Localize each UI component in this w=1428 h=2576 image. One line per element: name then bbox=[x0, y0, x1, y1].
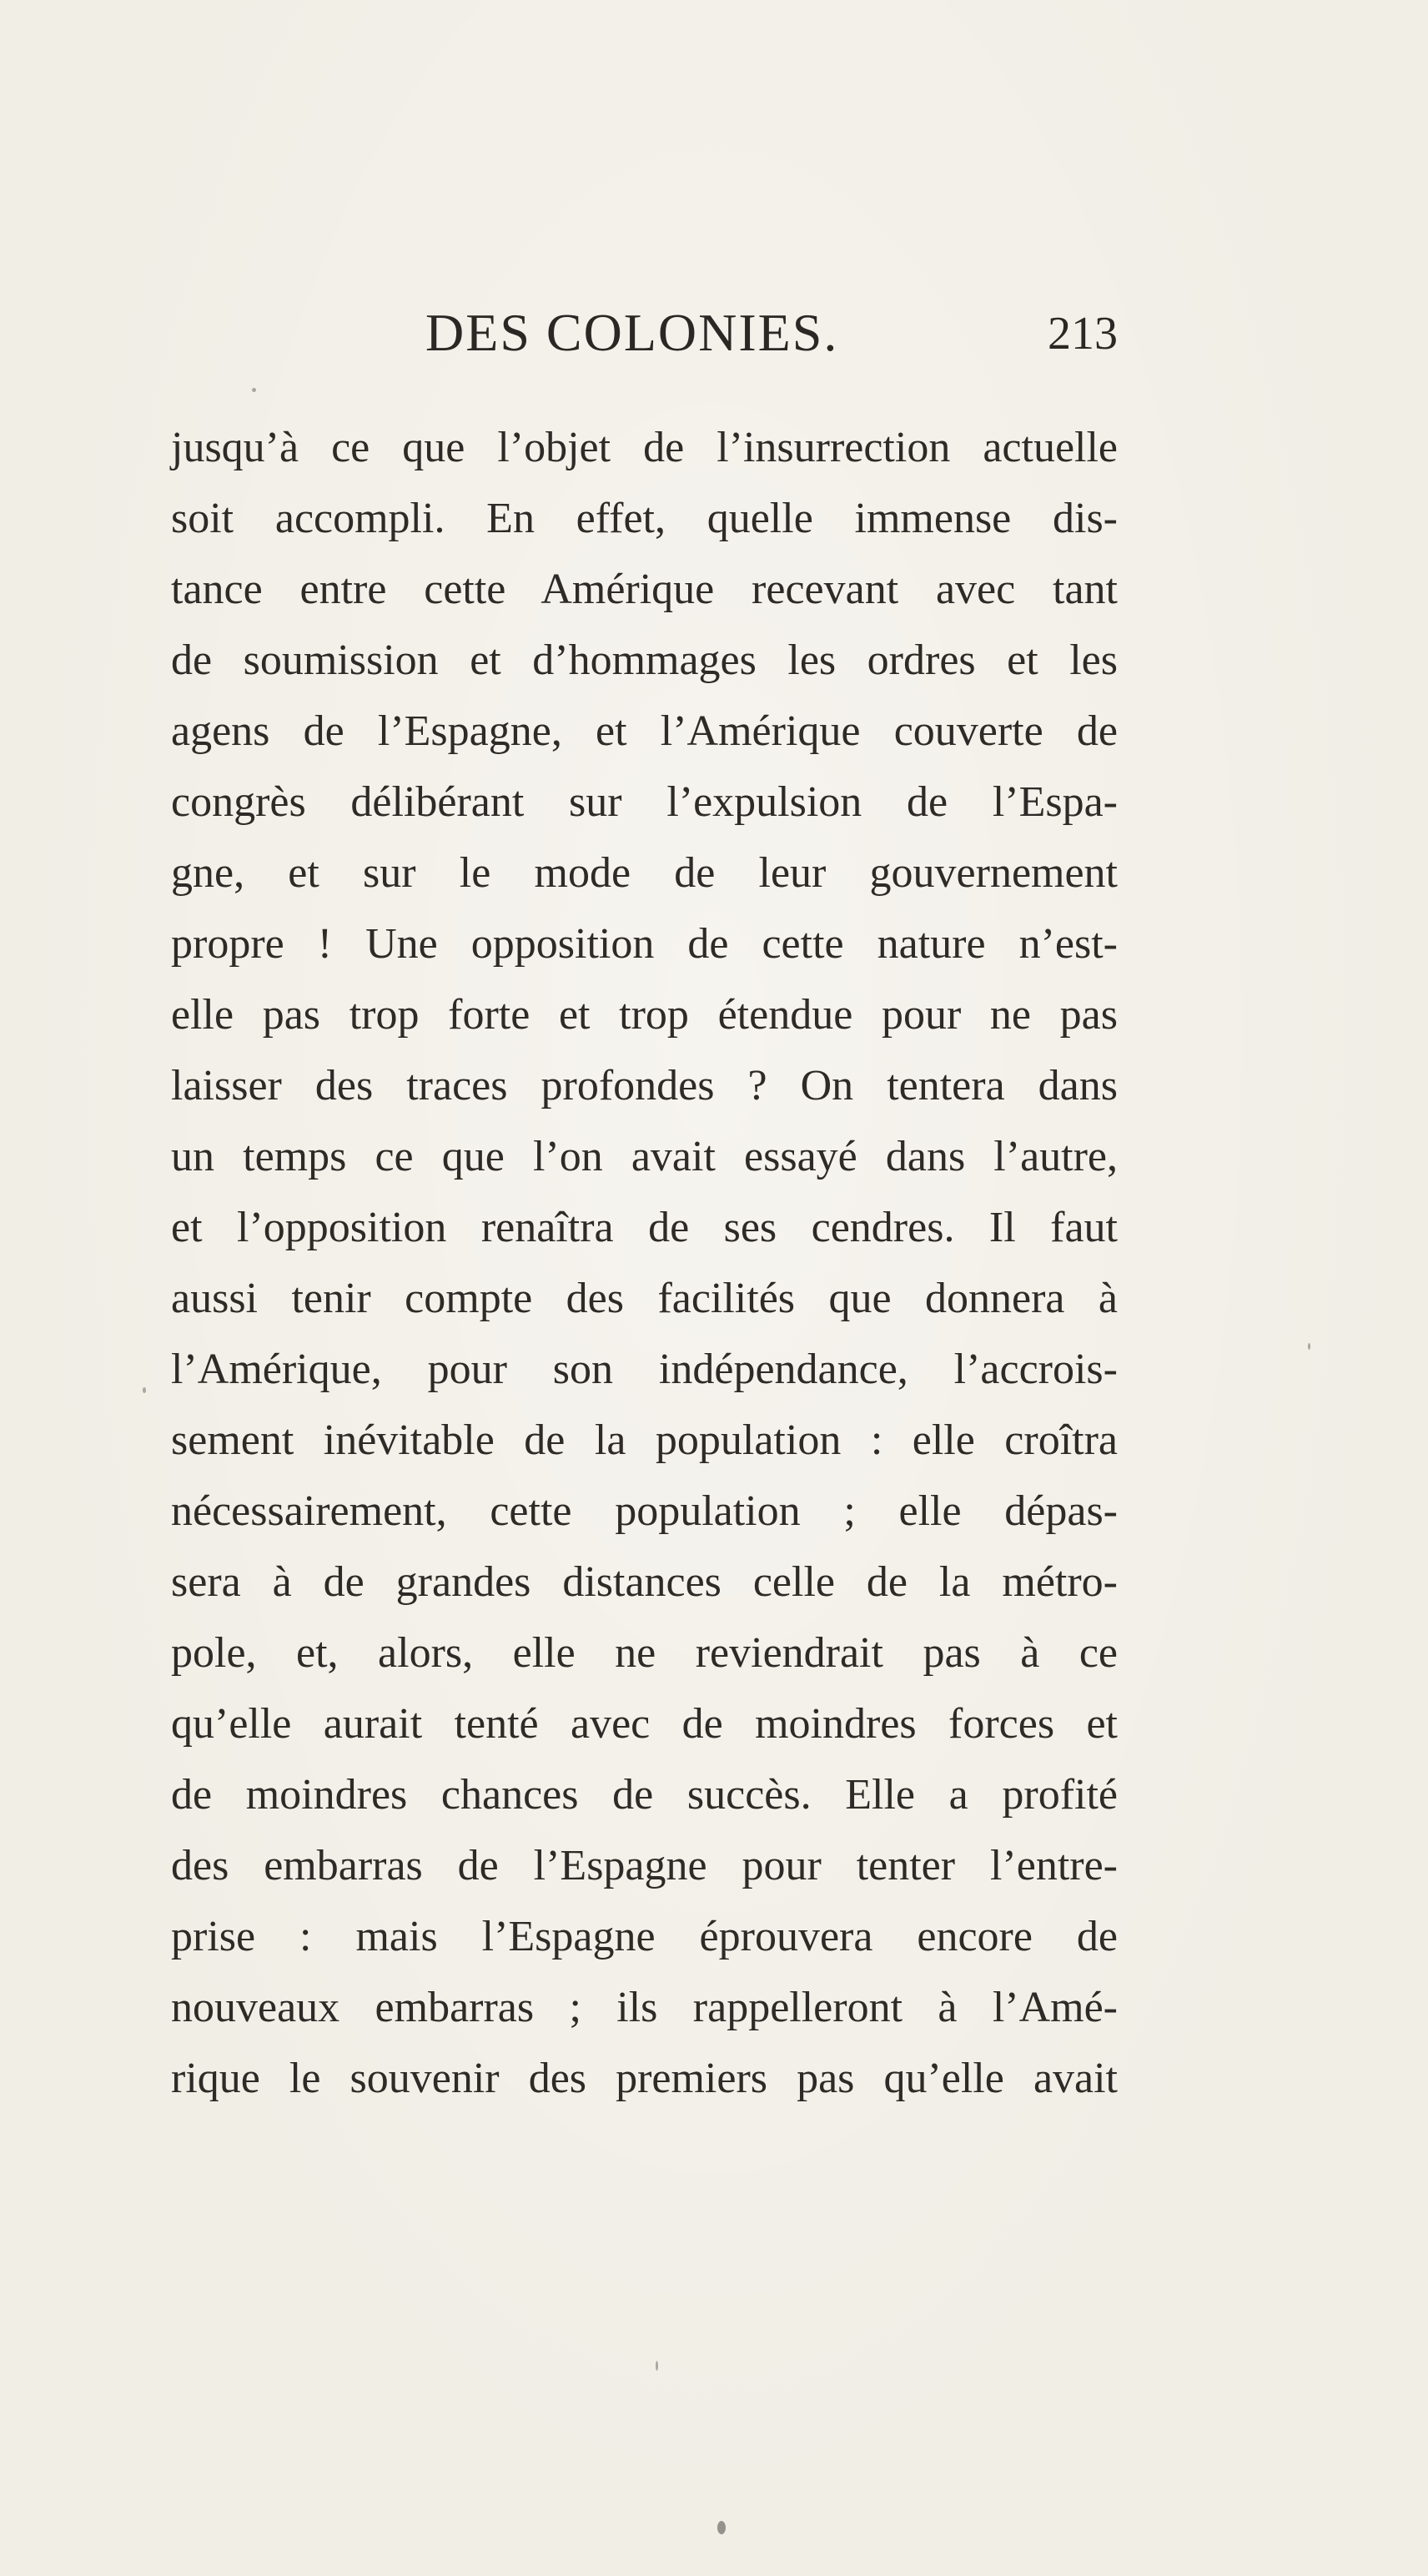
running-head bbox=[171, 302, 1118, 362]
paper-speck bbox=[252, 388, 256, 392]
running-title: DES COLONIES. bbox=[425, 303, 839, 362]
text-line: qu’elle aurait tenté avec de moindres forces et bbox=[171, 1700, 1118, 1748]
text-line: jusqu’à ce que l’objet de l’insurrection actuelle bbox=[171, 424, 1118, 471]
text-line: pole, et, alors, elle ne reviendrait pas à ce bbox=[171, 1629, 1118, 1677]
text-line: agens de l’Espagne, et l’Amérique couverte de bbox=[171, 707, 1118, 755]
text-line: propre ! Une opposition de cette nature n’est- bbox=[171, 920, 1118, 968]
text-line: nécessairement, cette population ; elle dépas- bbox=[171, 1487, 1118, 1535]
paper-speck bbox=[656, 2361, 658, 2371]
text-line: soit accompli. En effet, quelle immense dis- bbox=[171, 495, 1118, 542]
text-line: sement inévitable de la population : elle croîtra bbox=[171, 1416, 1118, 1464]
text-line: sera à de grandes distances celle de la métro- bbox=[171, 1558, 1118, 1606]
text-line: laisser des traces profondes ? On tentera dans bbox=[171, 1062, 1118, 1109]
text-line: prise : mais l’Espagne éprouvera encore de bbox=[171, 1913, 1118, 1960]
paper-speck bbox=[143, 1387, 146, 1393]
text-line: des embarras de l’Espagne pour tenter l’entre- bbox=[171, 1842, 1118, 1889]
text-line: congrès délibérant sur l’expulsion de l’Espa- bbox=[171, 778, 1118, 826]
paper-speck bbox=[1308, 1343, 1310, 1350]
text-line: de soumission et d’hommages les ordres et les bbox=[171, 636, 1118, 684]
paper-speck bbox=[717, 2521, 726, 2534]
text-line: elle pas trop forte et trop étendue pour ne pas bbox=[171, 991, 1118, 1039]
text-line: rique le souvenir des premiers pas qu’elle avait bbox=[171, 2055, 1118, 2102]
text-line: gne, et sur le mode de leur gouvernement bbox=[171, 849, 1118, 897]
text-line: nouveaux embarras ; ils rappelleront à l’Amé- bbox=[171, 1984, 1118, 2031]
text-line: tance entre cette Amérique recevant avec tant bbox=[171, 566, 1118, 613]
text-line: aussi tenir compte des facilités que donnera à bbox=[171, 1275, 1118, 1322]
text-line: de moindres chances de succès. Elle a profité bbox=[171, 1771, 1118, 1819]
text-line: l’Amérique, pour son indépendance, l’accrois- bbox=[171, 1346, 1118, 1393]
page-number: 213 bbox=[1048, 308, 1118, 360]
text-line: et l’opposition renaîtra de ses cendres. Il faut bbox=[171, 1204, 1118, 1251]
text-line: un temps ce que l’on avait essayé dans l’autre, bbox=[171, 1133, 1118, 1180]
body-text bbox=[171, 412, 1118, 2114]
